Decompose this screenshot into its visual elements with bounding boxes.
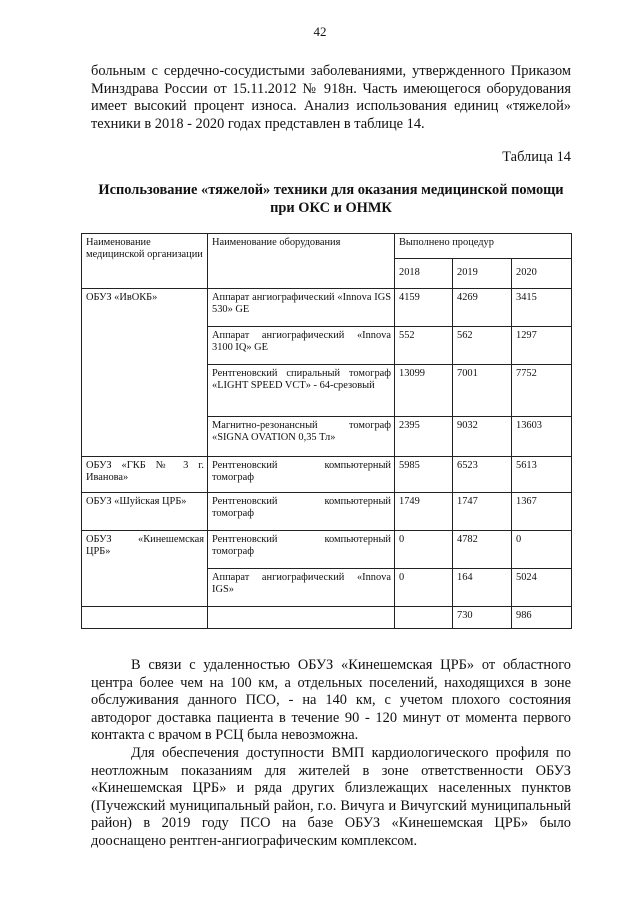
value-2020: 13603 [512, 417, 572, 457]
value-2020: 5613 [512, 457, 572, 493]
value-2019: 7001 [453, 365, 512, 417]
value-2020: 5024 [512, 569, 572, 607]
equipment-cell: Аппарат ангиографический «Innova IGS» [208, 569, 395, 607]
header-year-2018: 2018 [395, 259, 453, 289]
value-2018: 0 [395, 531, 453, 569]
equipment-usage-table [81, 233, 572, 629]
org-cell: ОБУЗ «ИвОКБ» [82, 289, 208, 457]
totals-equipment [208, 607, 395, 629]
header-equipment: Наименование оборудования [208, 234, 395, 289]
equipment-cell: Рентгеновский спиральный томограф «LIGHT SPEED VCT» - 64-срезовый [208, 365, 395, 417]
org-cell: ОБУЗ «Шуйская ЦРБ» [82, 493, 208, 531]
table-row [82, 531, 572, 569]
equipment-cell: Аппарат ангиографический «Innova IGS 530» GE [208, 289, 395, 327]
org-cell: ОБУЗ «ГКБ № 3 г. Иванова» [82, 457, 208, 493]
value-2018: 5985 [395, 457, 453, 493]
value-2019: 4269 [453, 289, 512, 327]
value-2019: 6523 [453, 457, 512, 493]
header-year-2019: 2019 [453, 259, 512, 289]
value-2018: 552 [395, 327, 453, 365]
equipment-cell: Рентгеновский компьютерный томограф [208, 457, 395, 493]
value-2019: 164 [453, 569, 512, 607]
table-row [82, 289, 572, 327]
table-row [82, 493, 572, 531]
value-2019: 1747 [453, 493, 512, 531]
paragraph-2: В связи с удаленностью ОБУЗ «Кинешемская ЦРБ» от областного центра более чем на 100 км, а отдельных поселений, находящихся в зоне обслуживания данного ПСО, - на 140 км, с учетом плохого состояния автодорог доставка пациента в течение 90 - 120 минут от момента первого контакта с врачом в РСЦ была невозможна. [91, 657, 571, 744]
table-row [82, 457, 572, 493]
value-2020: 7752 [512, 365, 572, 417]
totals-2020: 986 [512, 607, 572, 629]
equipment-cell: Рентгеновский компьютерный томограф [208, 531, 395, 569]
value-2018: 13099 [395, 365, 453, 417]
value-2020: 1367 [512, 493, 572, 531]
value-2020: 0 [512, 531, 572, 569]
totals-2019: 730 [453, 607, 512, 629]
header-organization: Наименование медицинской организации [82, 234, 208, 289]
header-year-2020: 2020 [512, 259, 572, 289]
totals-org [82, 607, 208, 629]
paragraph-3: Для обеспечения доступности ВМП кардиологического профиля по неотложным показаниям для жителей в зоне ответственности ОБУЗ «Кинешемская ЦРБ» и ряда других близлежащих населенных пунктов (Пучежский муниципальный район, г.о. Вичуга и Вичугский муниципальный район) в 2019 году ПСО на базе ОБУЗ «Кинешемская ЦРБ» было дооснащено рентген-ангиографическим комплексом. [91, 745, 571, 849]
equipment-cell: Рентгеновский компьютерный томограф [208, 493, 395, 531]
table-caption: Таблица 14 [502, 149, 571, 165]
value-2018: 1749 [395, 493, 453, 531]
intro-paragraph: больным с сердечно-сосудистыми заболеваниями, утвержденного Приказом Минздрава России от 15.11.2012 № 918н. Часть имеющегося оборудования имеет высокий процент износа. Анализ использования единиц «тяжелой» техники в 2018 - 2020 годах представлен в таблице 14. [91, 63, 571, 132]
page-number: 42 [313, 24, 327, 39]
value-2018: 2395 [395, 417, 453, 457]
value-2018: 0 [395, 569, 453, 607]
value-2019: 562 [453, 327, 512, 365]
table-header-row [82, 234, 572, 259]
org-cell: ОБУЗ «Кинешемская ЦРБ» [82, 531, 208, 607]
equipment-cell: Магнитно-резонансный томограф «SIGNA OVATION 0,35 Тл» [208, 417, 395, 457]
header-procedures: Выполнено процедур [395, 234, 572, 259]
totals-row [82, 607, 572, 629]
totals-2018 [395, 607, 453, 629]
value-2019: 4782 [453, 531, 512, 569]
equipment-cell: Аппарат ангиографический «Innova 3100 IQ» GE [208, 327, 395, 365]
value-2018: 4159 [395, 289, 453, 327]
table-title: Использование «тяжелой» техники для оказания медицинской помощи при ОКС и ОНМК [98, 182, 564, 216]
value-2020: 1297 [512, 327, 572, 365]
value-2019: 9032 [453, 417, 512, 457]
value-2020: 3415 [512, 289, 572, 327]
